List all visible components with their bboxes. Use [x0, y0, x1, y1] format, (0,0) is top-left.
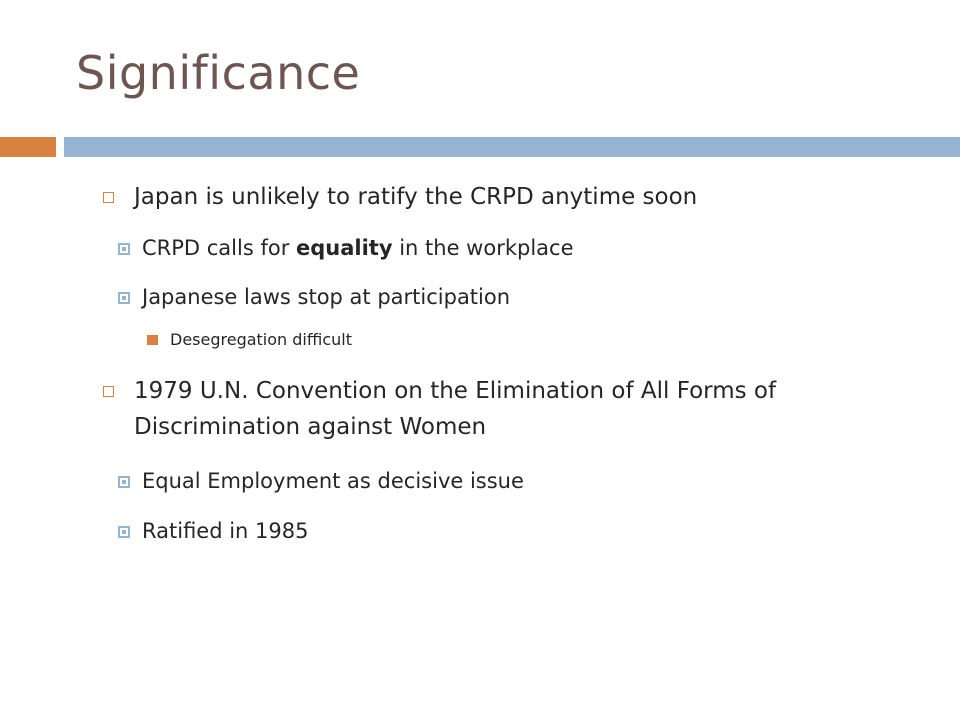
slide-title: Significance — [76, 46, 361, 100]
bullet-level2 — [118, 466, 524, 496]
solid-square-icon — [147, 335, 158, 345]
bullet-level1 — [103, 179, 697, 215]
hollow-square-icon — [103, 386, 114, 397]
title-accent-bar-orange — [0, 137, 56, 157]
bullet-text-line1: 1979 U.N. Convention on the Elimination of All Forms of — [134, 378, 777, 404]
bullet-text — [134, 373, 776, 445]
bullet-text-emphasis: equality — [296, 236, 393, 260]
title-accent-bar-blue — [64, 137, 960, 157]
inset-square-icon — [118, 526, 130, 538]
bullet-text: Japanese laws stop at participation — [142, 285, 511, 309]
bullet-text-line2: Discrimination against Women — [134, 414, 487, 440]
bullet-level3 — [147, 329, 352, 351]
inset-square-icon — [118, 476, 130, 488]
inset-square-icon — [118, 292, 130, 304]
bullet-text-before: CRPD calls for — [142, 236, 297, 260]
hollow-square-icon — [103, 192, 114, 203]
bullet-text: Equal Employment as decisive issue — [142, 469, 524, 493]
bullet-text: Desegregation difficult — [170, 330, 352, 349]
bullet-level1 — [103, 373, 776, 445]
bullet-level2 — [118, 282, 510, 312]
inset-square-icon — [118, 243, 130, 255]
bullet-text-after: in the workplace — [392, 236, 574, 260]
bullet-text: Ratified in 1985 — [142, 519, 309, 543]
bullet-text — [142, 233, 574, 263]
bullet-text: Japan is unlikely to ratify the CRPD anytime soon — [134, 184, 698, 210]
bullet-level2 — [118, 233, 574, 263]
bullet-level2 — [118, 516, 308, 546]
